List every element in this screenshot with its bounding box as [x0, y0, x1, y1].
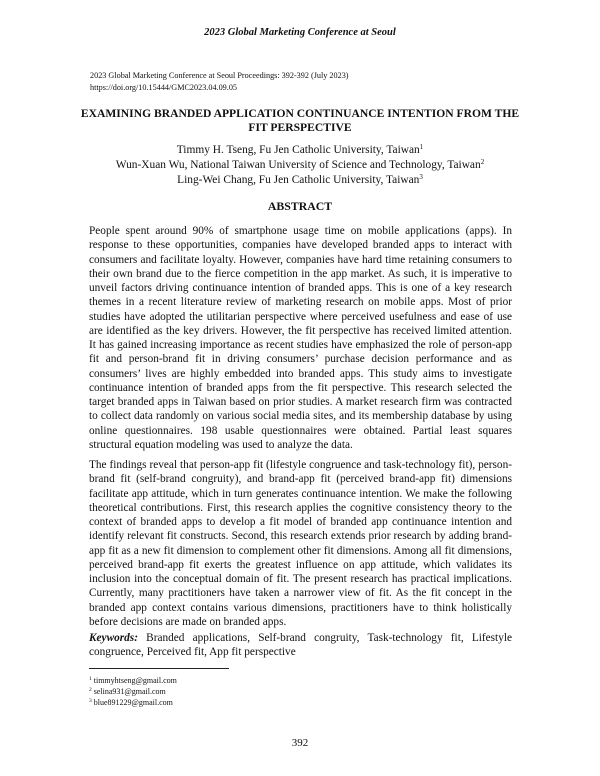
footnote-mark: 3	[89, 698, 92, 705]
author-line	[60, 173, 540, 188]
publication-info	[90, 70, 349, 93]
footnote-email[interactable]: timmyhtseng@gmail.com	[93, 676, 177, 685]
footnote-marker: 2	[480, 158, 485, 166]
conference-header: 2023 Global Marketing Conference at Seoul	[204, 27, 396, 38]
footnotes	[89, 675, 177, 709]
keywords	[89, 631, 512, 660]
keywords-text: Branded applications, Self-brand congruity, Task-technology fit, Lifestyle congruence, Perceived fit, App fit perspective	[89, 632, 512, 659]
footnote	[89, 697, 177, 708]
proceedings-citation: 2023 Global Marketing Conference at Seoul Proceedings: 392-392 (July 2023)	[90, 71, 349, 80]
abstract-paragraph-1: People spent around 90% of smartphone usage time on mobile applications (apps). In response to these opportunities, companies have developed branded apps to interact with consumers and facilitate loyalty. However, companies have hard time retaining consumers to their own brand due to the fierce competition in the app market. As such, it is imperative to unveil factors driving continuance intention of branded apps. This is one of a key research themes in a recent literature review of marketing research on mobile apps. Most of prior studies have adopted the utilitarian perspective where perceived usefulness and ease of use are identified as the key drivers. However, the fit perspective has received limited attention. It has gained increasing importance as recent studies have emphasized the role of person-app fit and person-brand fit in driving consumers’ purchase decision performance and as consumers’ lives are highly embedded into branded apps. This study aims to investigate continuance intention of branded apps from the fit perspective. This research selected the target branded apps in Taiwan based on prior studies. A market research firm was contracted to collect data randomly on various social media sites, and its membership database by using online questionnaires. 198 usable questionnaires were obtained. Partial least squares structural equation modeling was used to analyze the data.	[89, 225, 512, 451]
footnote-mark: 2	[89, 687, 92, 694]
author-name: Timmy H. Tseng, Fu Jen Catholic University, Taiwan	[176, 144, 420, 156]
footnote-email[interactable]: selina931@gmail.com	[93, 687, 166, 697]
author-name: Ling-Wei Chang, Fu Jen Catholic University, Taiwan	[177, 174, 420, 186]
footnote-marker: 3	[419, 173, 423, 181]
author-line	[60, 143, 540, 158]
abstract-heading: ABSTRACT	[267, 199, 333, 213]
footnote	[89, 686, 177, 697]
footnote	[89, 675, 177, 686]
keywords-label: Keywords:	[89, 632, 138, 644]
footnote-email[interactable]: blue891229@gmail.com	[93, 698, 173, 708]
footnote-divider	[89, 668, 229, 669]
author-list	[60, 143, 540, 188]
author-line	[60, 158, 540, 173]
page-number: 392	[291, 737, 309, 749]
author-name: Wun-Xuan Wu, National Taiwan University of Science and Technology, Taiwan	[115, 159, 481, 171]
paper-title: EXAMINING BRANDED APPLICATION CONTINUANCE INTENTION FROM THE FIT PERSPECTIVE	[80, 107, 520, 134]
footnote-mark: 1	[89, 676, 92, 682]
doi-link[interactable]: https://doi.org/10.15444/GMC2023.04.09.05	[90, 82, 238, 92]
abstract-paragraph-2: The findings reveal that person-app fit (lifestyle congruence and task-technology fit), person-brand fit (self-brand congruity), and brand-app fit (perceived brand-app fit) dimensions facilitate app attitude, which in turn generates continuance intention. We make the following theoretical contributions. First, this research applies the cognitive consistency theory to the context of branded apps to develop a fit model of branded app continuance intention and identify relevant fit constructs. Second, this research extends prior research by adding brand-app fit as a new fit dimension to complement other fit dimensions. Among all fit dimensions, perceived brand-app fit exerts the greatest influence on app attitude, which validates its inclusion into the conceptual domain of fit. The present research has practical implications. Currently, many practitioners have taken a narrower view of fit. As the fit concept in the branded app context contains various dimensions, practitioners have to think holistically before decisions are made on branded apps.	[89, 459, 512, 628]
footnote-marker: 1	[419, 143, 424, 151]
